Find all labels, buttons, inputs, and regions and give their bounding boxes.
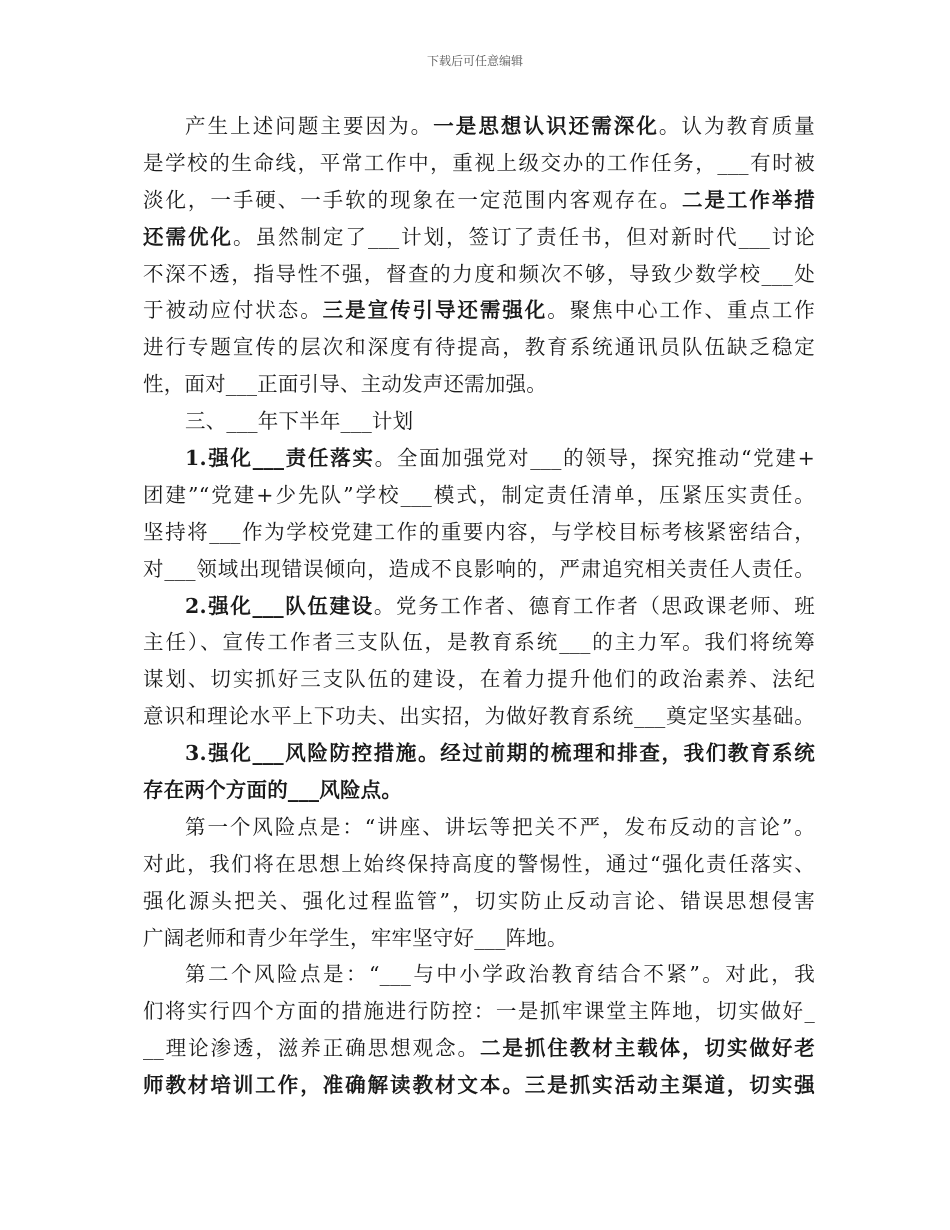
bold-text: 3.强化___风险防控措施。经过前期的梳理和排查，我们教育系统 [185, 741, 815, 766]
text-segment: 们将实行四个方面的措施进行防控：一是抓牢课堂主阵地，切实做好_ [143, 999, 815, 1024]
bold-text: 师教材培训工作，准确解读教材文本。三是抓实活动主渠道，切实强 [143, 1073, 815, 1098]
text-line [143, 366, 815, 403]
document-body [143, 108, 815, 1104]
text-segment: 强化源头把关、强化过程监管”，切实防止反动言论、错误思想侵害 [143, 888, 815, 913]
text-segment: 产生上述问题主要因为。 [185, 114, 434, 138]
text-line [143, 440, 815, 477]
text-segment: 对此，我们将在思想上始终保持高度的警惕性，通过“强化责任落实、 [143, 851, 815, 876]
text-line [143, 993, 815, 1030]
bold-text: 1.强化___责任落实 [185, 446, 375, 471]
text-line [143, 477, 815, 514]
text-segment: 。虽然制定了___计划，签订了责任书，但对新时代___讨论 [233, 224, 815, 249]
bold-text: 二是抓住教材主载体，切实做好老 [479, 1036, 816, 1061]
text-segment: 。聚焦中心工作、重点工作 [547, 298, 816, 323]
bold-text: 二是工作举措 [682, 187, 815, 212]
bold-text: 还需优化 [143, 224, 233, 249]
text-segment: 主任）、宣传工作者三支队伍，是教育系统___的主力军。我们将统筹 [143, 630, 815, 655]
text-line [143, 256, 815, 293]
text-line [143, 735, 815, 772]
text-segment: 第二个风险点是：“___与中小学政治教育结合不紧”。对此，我 [185, 962, 815, 987]
text-line [143, 514, 815, 551]
text-segment: 坚持将___作为学校党建工作的重要内容，与学校目标考核紧密结合， [143, 519, 815, 544]
text-line [143, 292, 815, 329]
bold-text: 三是宣传引导还需强化 [322, 298, 548, 323]
text-line [143, 551, 815, 588]
text-segment: 淡化，一手硬、一手软的现象在一定范围内客观存在。 [143, 187, 682, 212]
text-segment: 意识和理论水平上下功夫、出实招，为做好教育系统___奠定坚实基础。 [143, 704, 815, 729]
text-line [143, 809, 815, 846]
text-line [143, 329, 815, 366]
text-segment: 是学校的生命线，平常工作中，重视上级交办的工作任务，___有时被 [143, 150, 815, 175]
text-line [143, 1067, 815, 1104]
text-segment: 。党务工作者、德育工作者（思政课老师、班 [373, 593, 816, 618]
text-line [143, 588, 815, 625]
text-segment: 性，面对___正面引导、主动发声还需加强。 [143, 372, 547, 397]
text-line [143, 698, 815, 735]
text-segment: 对___领域出现错误倾向，造成不良影响的，严肃追究相关责任人责任。 [143, 556, 815, 581]
text-line [143, 182, 815, 219]
text-segment: 。认为教育质量 [658, 114, 816, 138]
text-line [143, 956, 815, 993]
text-segment: 进行专题宣传的层次和深度有待提高，教育系统通讯员队伍缺乏稳定 [143, 335, 815, 360]
page-header: 下载后可任意编辑 [426, 54, 523, 68]
bold-text: 2.强化___队伍建设 [185, 593, 374, 618]
text-segment: 。全面加强党对___的领导，探究推动“党建+ [374, 446, 815, 471]
text-line [143, 624, 815, 661]
text-segment: 三、___年下半年___计划 [185, 409, 414, 434]
bold-text: 一是思想认识还需深化 [433, 114, 659, 138]
text-line [143, 219, 815, 256]
text-segment: 于被动应付状态。 [143, 298, 323, 323]
text-segment: 第一个风险点是：“讲座、讲坛等把关不严，发布反动的言论”。 [185, 814, 815, 839]
text-line [143, 1030, 815, 1067]
text-line [143, 846, 815, 883]
text-line [143, 772, 815, 809]
text-segment: 广阔老师和青少年学生，牢牢坚守好___阵地。 [143, 925, 568, 950]
text-segment: 团建”“党建+少先队”学校___模式，制定责任清单，压紧压实责任。 [143, 482, 815, 507]
bold-text: 存在两个方面的___风险点。 [143, 778, 403, 803]
text-line [143, 145, 815, 182]
text-segment: __理论渗透，滋养正确思想观念。 [143, 1036, 480, 1061]
text-segment: 谋划、切实抓好三支队伍的建设，在着力提升他们的政治素养、法纪 [143, 667, 815, 692]
text-line [143, 883, 815, 920]
text-line [143, 108, 815, 145]
text-line [143, 661, 815, 698]
text-segment: 不深不透，指导性不强，督查的力度和频次不够，导致少数学校___处 [143, 261, 815, 286]
text-line [143, 403, 815, 440]
text-line [143, 920, 815, 957]
